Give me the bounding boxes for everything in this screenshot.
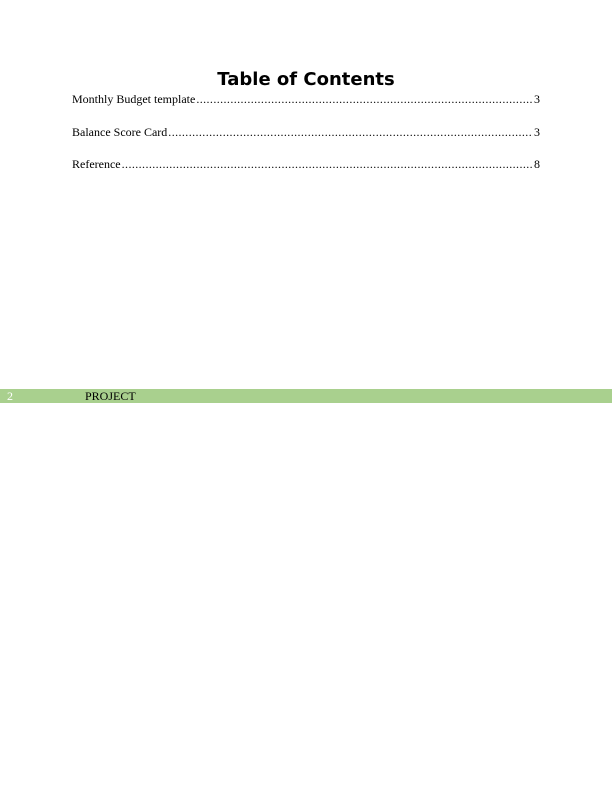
toc-entry-page: 8 [534,157,540,171]
dot-leader [196,91,533,107]
dot-leader [122,156,533,172]
toc-entry-reference[interactable] [72,156,540,172]
toc-title: Table of Contents [217,69,395,90]
page-header-band [0,389,612,403]
toc-entry-label: Reference [72,157,121,171]
dot-leader [168,124,533,140]
running-head: PROJECT [85,389,136,403]
toc-entry-monthly-budget-template[interactable] [72,91,540,107]
toc-entry-page: 3 [534,92,540,106]
toc-list [72,91,540,189]
toc-entry-balance-score-card[interactable] [72,124,540,140]
page-number: 2 [7,389,13,403]
toc-entry-page: 3 [534,124,540,139]
toc-entry-label: Monthly Budget template [72,92,196,106]
toc-entry-label: Balance Score Card [72,124,168,139]
